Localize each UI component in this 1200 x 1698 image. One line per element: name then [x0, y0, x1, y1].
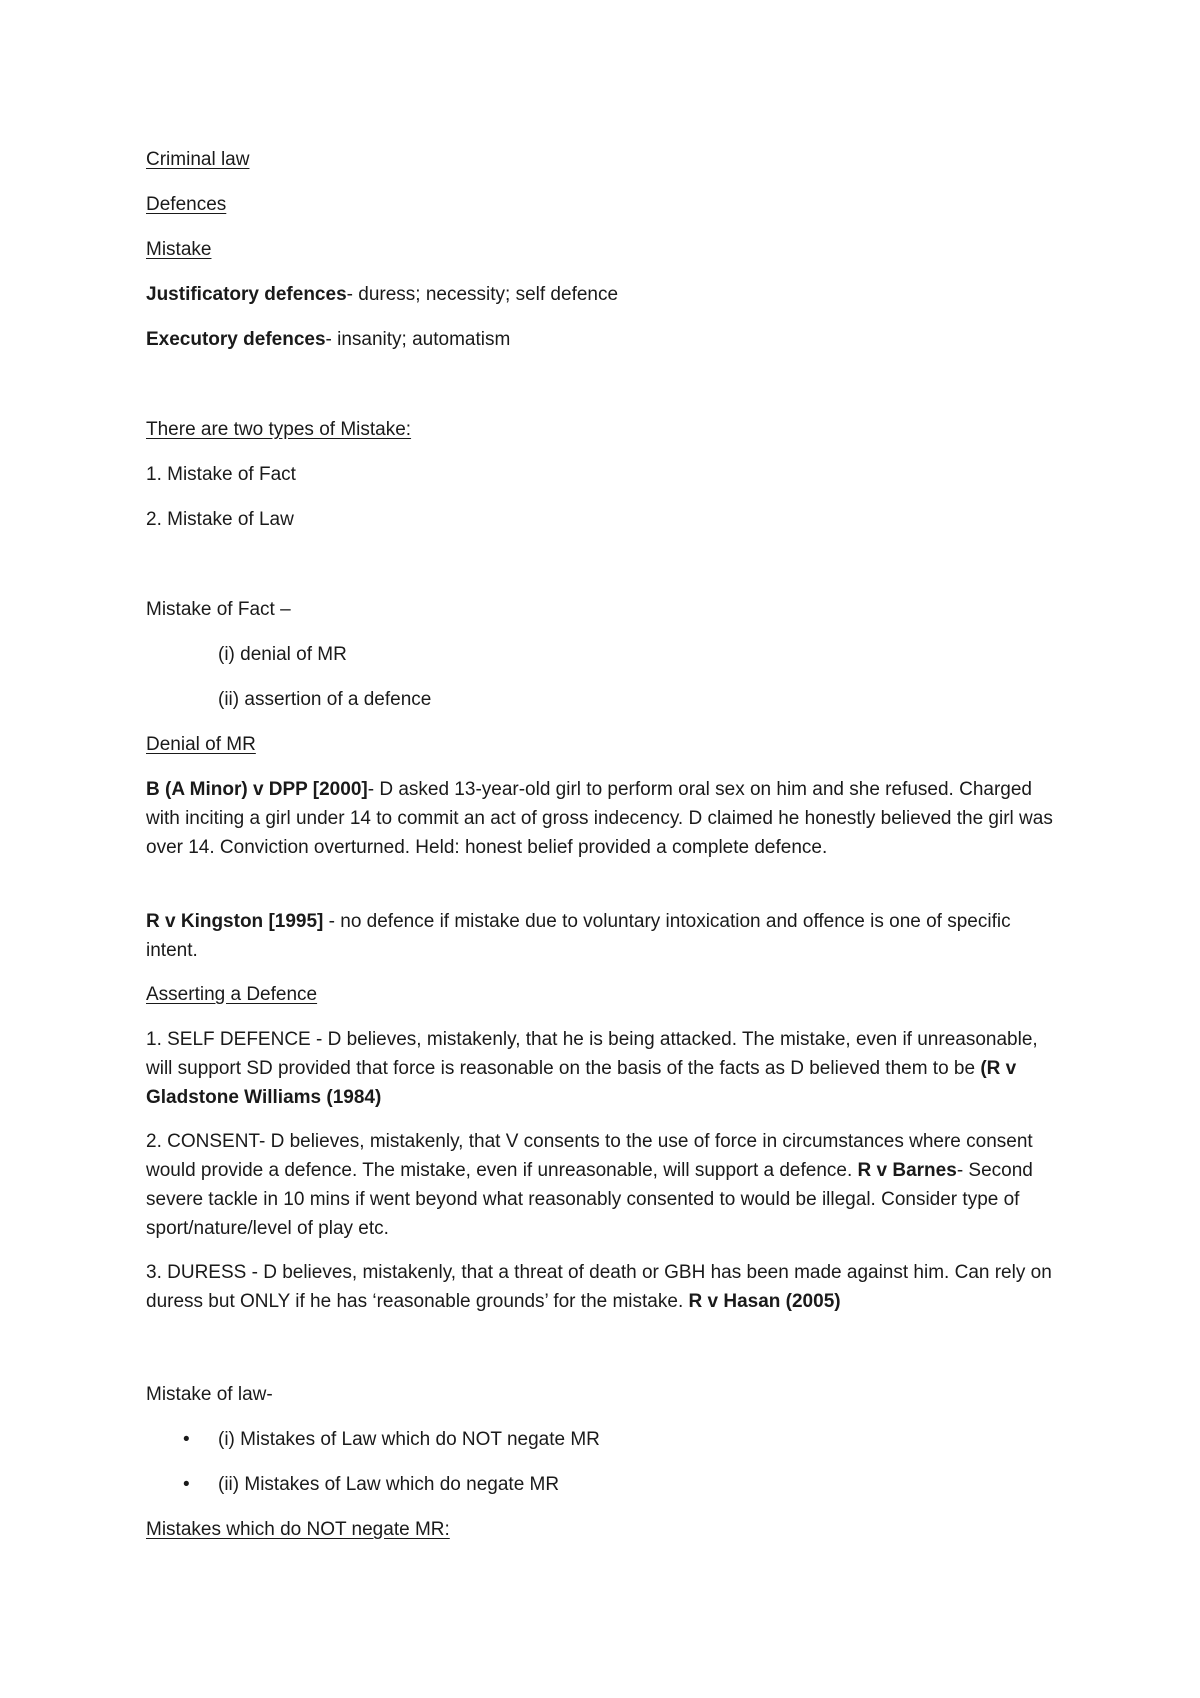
executory-label: Executory defences	[146, 329, 326, 350]
not-negate-heading: Mistakes which do NOT negate MR:	[146, 1519, 450, 1540]
executory-defences-line	[146, 325, 510, 354]
case-name: B (A Minor) v DPP [2000]	[146, 779, 368, 800]
asserting-defence-heading: Asserting a Defence	[146, 984, 318, 1005]
self-defence-text: 1. SELF DEFENCE - D believes, mistakenly, that he is being attacked. The mistake, even if unreasonable, will support SD provided that force is reasonable on the basis of the facts as D believed them to be	[146, 1029, 1038, 1079]
mistake-of-law-heading: Mistake of law-	[146, 1384, 273, 1405]
denial-of-mr-heading: Denial of MR	[146, 734, 256, 755]
case-name: R v Kingston [1995]	[146, 911, 324, 932]
consent-text-2: - Second severe tackle in 10 mins if went beyond what reasonably consented to would be illegal. Consider type of sport/nature/level of play etc.	[146, 1160, 1033, 1239]
self-defence-paragraph	[146, 1025, 1056, 1112]
justificatory-defences-line	[146, 280, 618, 309]
type-item-fact: 1. Mistake of Fact	[146, 464, 296, 485]
justificatory-label: Justificatory defences	[146, 284, 347, 305]
case-text: - D asked 13-year-old girl to perform oral sex on him and she refused. Charged with inciting a girl under 14 to commit an act of gross indecency. D claimed he honestly believed the girl was over 14. Conviction overturned. Held: honest belief provided a complete defence.	[146, 779, 1053, 858]
mistake-of-fact-item: (ii) assertion of a defence	[218, 689, 432, 710]
case-b-v-dpp-paragraph	[146, 775, 1056, 862]
duress-text: 3. DURESS - D believes, mistakenly, that a threat of death or GBH has been made against him. Can rely on duress but ONLY if he has ‘reasonable grounds’ for the mistake.	[146, 1262, 1052, 1312]
case-name: R v Barnes	[857, 1160, 957, 1181]
case-name: R v Hasan (2005)	[688, 1291, 841, 1312]
type-item-law: 2. Mistake of Law	[146, 509, 294, 530]
heading-mistake: Mistake	[146, 239, 212, 260]
list-item: (i) Mistakes of Law which do NOT negate MR	[218, 1429, 600, 1450]
consent-text: 2. CONSENT- D believes, mistakenly, that V consents to the use of force in circumstances where consent would provide a defence. The mistake, even if unreasonable, will support a defence.	[146, 1131, 1033, 1181]
types-intro: There are two types of Mistake:	[146, 419, 412, 440]
list-item: (ii) Mistakes of Law which do negate MR	[218, 1474, 560, 1495]
justificatory-text: - duress; necessity; self defence	[346, 284, 619, 305]
mistake-of-fact-heading: Mistake of Fact –	[146, 599, 291, 620]
mistake-of-fact-item: (i) denial of MR	[218, 644, 347, 665]
consent-paragraph	[146, 1127, 1056, 1243]
duress-paragraph	[146, 1258, 1056, 1316]
executory-text: - insanity; automatism	[325, 329, 511, 350]
case-kingston-paragraph	[146, 907, 1056, 965]
heading-criminal-law: Criminal law	[146, 149, 250, 170]
heading-defences: Defences	[146, 194, 227, 215]
bullet-icon: •	[183, 1429, 190, 1450]
case-name: (R v Gladstone Williams (1984)	[146, 1058, 1017, 1108]
case-text: - no defence if mistake due to voluntary intoxication and offence is one of specific intent.	[146, 911, 1011, 961]
bullet-icon: •	[183, 1474, 190, 1495]
